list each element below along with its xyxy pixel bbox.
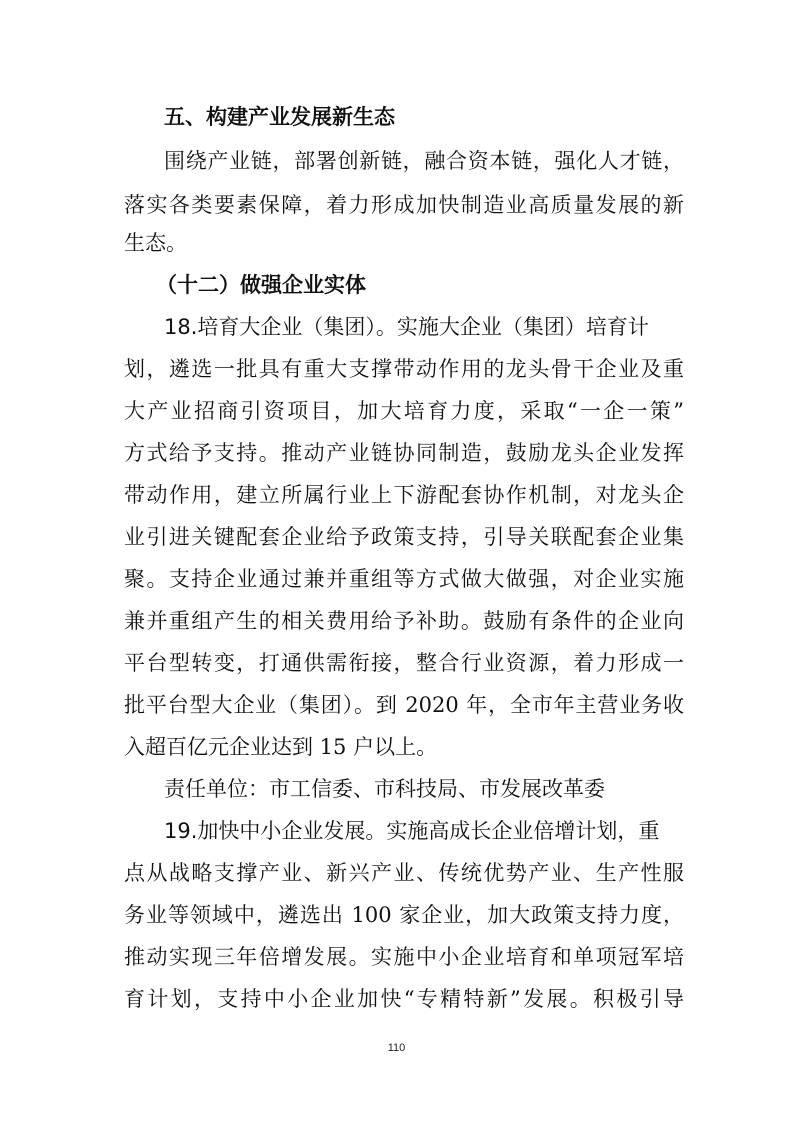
paragraph-line: 围绕产业链，部署创新链，融合资本链，强化人才链，	[164, 149, 684, 173]
paragraph-line: 批平台型大企业（集团）。到 2020 年，全市年主营业务收	[124, 693, 684, 717]
paragraph-line: 平台型转变，打通供需衔接，整合行业资源，着力形成一	[124, 651, 684, 675]
paragraph-line: 推动实现三年倍增发展。实施中小企业培育和单项冠军培	[124, 945, 684, 969]
section-heading: 五、构建产业发展新生态	[164, 105, 395, 129]
item-18-first-rest: 实施大企业（集团）培育计	[396, 315, 649, 339]
paragraph-line: 大产业招商引资项目，加大培育力度，采取“一企一策”	[124, 399, 684, 423]
responsibility-line: 责任单位：市工信委、市科技局、市发展改革委	[164, 777, 605, 801]
item-18-first-line	[164, 315, 684, 341]
paragraph-line: 带动作用，建立所属行业上下游配套协作机制，对龙头企	[124, 483, 684, 507]
subsection-heading: （十二）做强企业实体	[156, 273, 366, 297]
paragraph-line: 聚。支持企业通过兼并重组等方式做大做强，对企业实施	[124, 567, 684, 591]
item-18-title: 18.培育大企业（集团）。	[164, 315, 397, 339]
paragraph-line: 生态。	[124, 231, 187, 255]
item-19-title: 19.加快中小企业发展。	[164, 819, 387, 843]
paragraph-line: 务业等领域中，遴选出 100 家企业，加大政策支持力度，	[124, 903, 684, 927]
paragraph-line: 点从战略支撑产业、新兴产业、传统优势产业、生产性服	[124, 861, 684, 885]
paragraph-line: 兼并重组产生的相关费用给予补助。鼓励有条件的企业向	[124, 609, 684, 633]
paragraph-line: 育计划，支持中小企业加快“专精特新”发展。积极引导	[124, 987, 684, 1011]
paragraph-line: 入超百亿元企业达到 15 户以上。	[124, 735, 438, 759]
item-19-first-line	[164, 819, 684, 845]
paragraph-line: 落实各类要素保障，着力形成加快制造业高质量发展的新	[124, 193, 684, 217]
paragraph-line: 方式给予支持。推动产业链协同制造，鼓励龙头企业发挥	[124, 441, 684, 465]
page-number: 110	[387, 1042, 406, 1054]
paragraph-line: 业引进关键配套企业给予政策支持，引导关联配套企业集	[124, 525, 684, 549]
paragraph-line: 划，遴选一批具有重大支撑带动作用的龙头骨干企业及重	[124, 357, 684, 381]
item-19-first-rest: 实施高成长企业倍增计划，重	[386, 819, 660, 843]
